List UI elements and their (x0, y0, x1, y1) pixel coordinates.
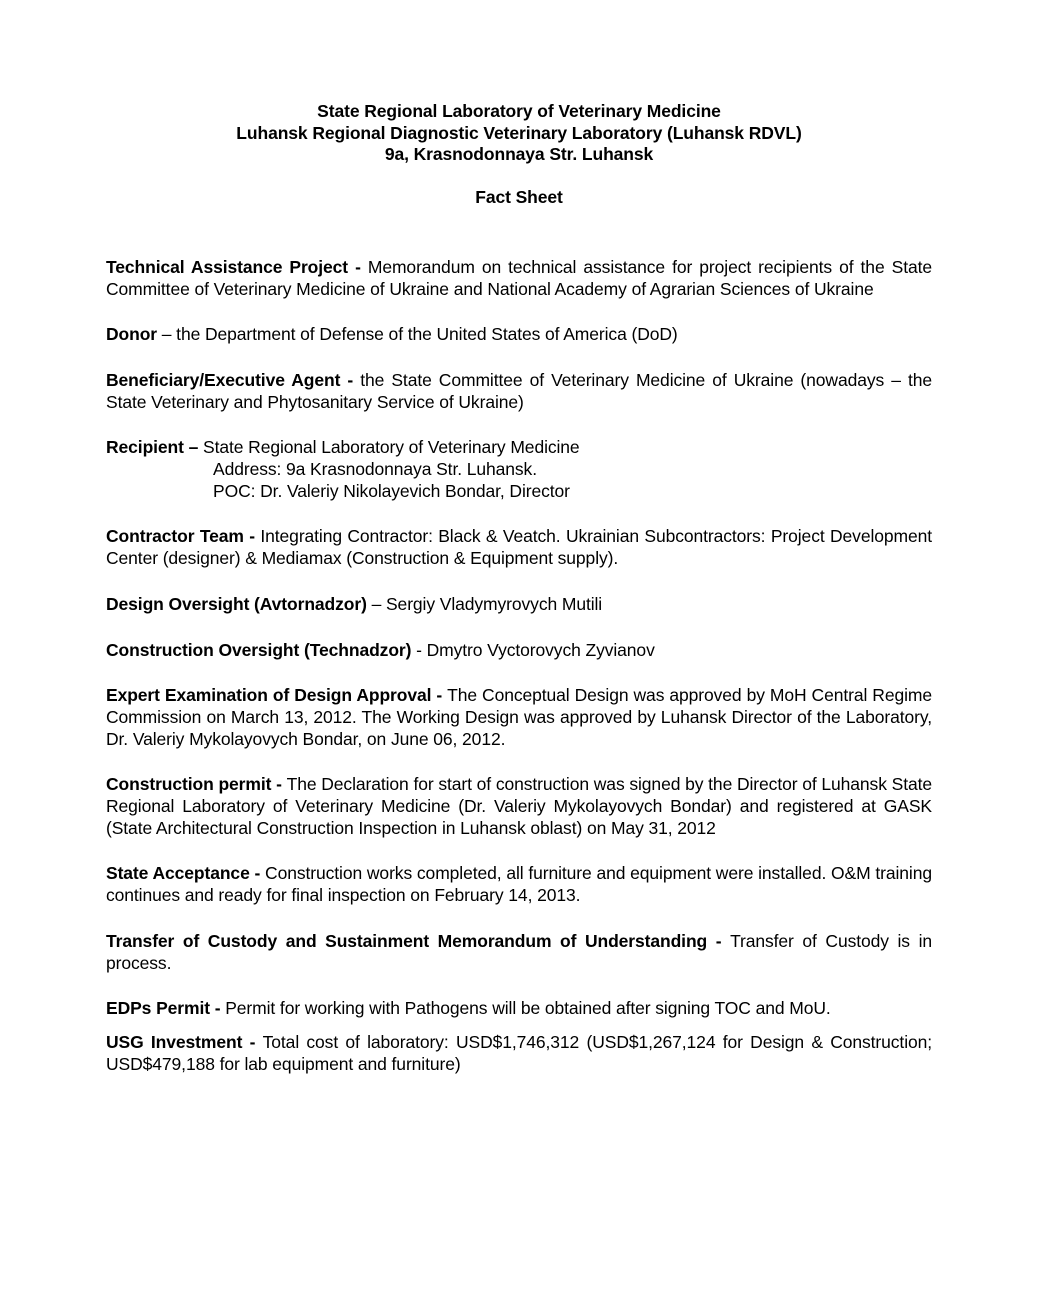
section-body: Memorandum on technical assistance for project recipients of the State Committee of Veterinary Medicine of Ukraine and National Academy of Agrarian Sciences of Ukraine (106, 256, 932, 299)
section-label: USG Investment - (106, 1031, 263, 1052)
section-usg-investment (106, 1032, 932, 1075)
section-beneficiary-executive-agent (106, 370, 932, 413)
section-body: Permit for working with Pathogens will be obtained after signing TOC and MoU. (225, 998, 831, 1019)
section-label: Recipient – (106, 437, 204, 458)
section-technical-assistance (106, 257, 932, 300)
section-label: Beneficiary/Executive Agent - (106, 369, 361, 390)
section-body: Integrating Contractor: Black & Veatch. Ukrainian Subcontractors: Project Development Center (designer) & Mediamax (Construction & Equipment supply). (106, 526, 933, 569)
header-address: 9a, Krasnodonnaya Str. Luhansk (384, 144, 654, 165)
section-body: the State Committee of Veterinary Medicine of Ukraine (nowadays – the State Veterinary and Phytosanitary Service of Ukraine) (106, 369, 932, 412)
section-construction-oversight (106, 640, 932, 662)
section-body: Total cost of laboratory: USD$1,746,312 (USD$1,267,124 for Design & Construction; USD$479,188 for lab equipment and furniture) (106, 1031, 933, 1074)
section-design-oversight (106, 594, 932, 616)
section-body: – the Department of Defense of the United States of America (DoD) (161, 324, 678, 345)
section-body: The Conceptual Design was approved by MoH Central Regime Commission on March 13, 2012. The Working Design was approved by Luhansk Director of the Laboratory, Dr. Valeriy Mykolayovych Bondar, on June 06, 2012. (106, 685, 932, 749)
section-state-acceptance (106, 863, 932, 906)
section-body: - Dmytro Vyctorovych Zyvianov (416, 639, 655, 660)
document-header (106, 101, 932, 166)
header-lab-name: Luhansk Regional Diagnostic Veterinary Laboratory (Luhansk RDVL) (236, 122, 802, 143)
document-title-text: Fact Sheet (475, 187, 563, 208)
recipient-main-line (106, 437, 932, 459)
section-contractor-team (106, 526, 932, 569)
section-label: Transfer of Custody and Sustainment Memorandum of Understanding - (106, 930, 731, 951)
section-recipient (106, 437, 932, 502)
section-body: Transfer of Custody is in process. (106, 930, 932, 973)
section-label: EDPs Permit - (106, 998, 226, 1019)
section-label: State Acceptance - (106, 863, 266, 884)
section-construction-permit (106, 774, 932, 839)
section-body: The Declaration for start of construction was signed by the Director of Luhansk State Regional Laboratory of Veterinary Medicine (Dr. Valeriy Mykolayovych Bondar) and registered at GASK (State Architectural Construction Inspection in Luhansk oblast) on May 31, 2012 (106, 774, 932, 838)
document-title (106, 187, 932, 209)
recipient-poc-line: POC: Dr. Valeriy Nikolayevich Bondar, Director (213, 480, 570, 501)
section-label: Design Oversight (Avtornadzor) (106, 593, 372, 614)
section-transfer-of-custody (106, 931, 932, 974)
header-org-name: State Regional Laboratory of Veterinary Medicine (317, 101, 721, 121)
recipient-address-line: Address: 9a Krasnodonnaya Str. Luhansk. (213, 459, 537, 480)
section-label: Donor (106, 324, 162, 345)
section-body: State Regional Laboratory of Veterinary Medicine (203, 437, 580, 458)
section-donor (106, 324, 932, 346)
section-label: Construction Oversight (Technadzor) (106, 639, 417, 660)
section-body: Construction works completed, all furniture and equipment were installed. O&M training continues and ready for final inspection on February 14, 2013. (106, 863, 932, 906)
section-label: Expert Examination of Design Approval - (106, 685, 448, 706)
section-expert-examination (106, 685, 932, 750)
section-label: Construction permit - (106, 774, 287, 795)
section-body: – Sergiy Vladymyrovych Mutili (371, 593, 603, 614)
section-label: Technical Assistance Project - (106, 256, 368, 277)
section-edps-permit (106, 998, 932, 1020)
section-label: Contractor Team - (106, 526, 261, 547)
